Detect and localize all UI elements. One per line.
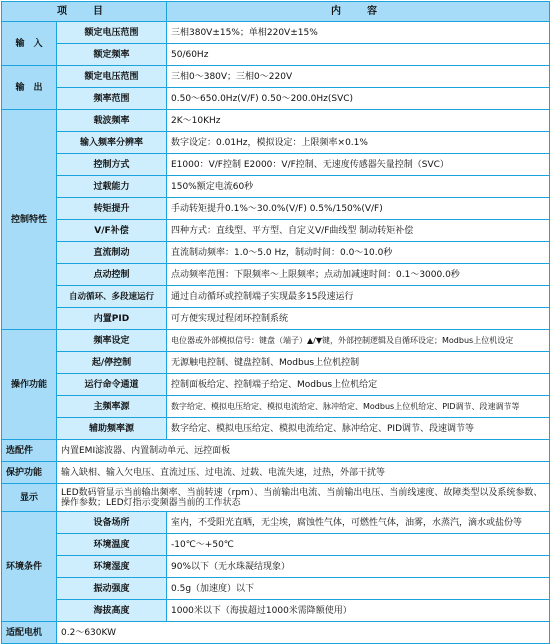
row-value: 手动转矩提升0.1%～30.0%(V/F) 0.5%/150%(V/F) [167, 198, 550, 220]
row-value: 三相0～380V；三相0～220V [167, 66, 550, 88]
category-display: 显示 [2, 484, 57, 512]
table-row [2, 622, 550, 644]
row-value: 电位器或外部模拟信号：键盘（端子）▲/▼键，外部控制逻辑及自循环设定；Modbus上位机设定 [167, 330, 550, 352]
row-value: 直流制动频率：1.0～5.0 Hz，制动时间：0.0～10.0秒 [167, 242, 550, 264]
row-label: 额定频率 [57, 44, 167, 66]
row-label: 频率范围 [57, 88, 167, 110]
table-row [2, 462, 550, 484]
row-label: 运行命令通道 [57, 374, 167, 396]
header-item: 项 目 [2, 2, 167, 22]
table-row [2, 22, 550, 44]
table-row [2, 308, 550, 330]
row-value: 控制面板给定、控制端子给定、Modbus上位机给定 [167, 374, 550, 396]
table-row [2, 418, 550, 440]
table-row [2, 286, 550, 308]
table-row [2, 484, 550, 512]
row-value: 可方便实现过程闭环控制系统 [167, 308, 550, 330]
row-value: 50/60Hz [167, 44, 550, 66]
row-value: 数字给定、模拟电压给定、模拟电流给定、脉冲给定、Modbus上位机给定、PID调节、段速调节等 [167, 396, 550, 418]
row-value: 室内，不受阳光直晒，无尘埃，腐蚀性气体，可燃性气体，油雾，水蒸汽，滴水或盐份等 [167, 512, 550, 534]
row-label: 设备场所 [57, 512, 167, 534]
row-label: 环境湿度 [57, 556, 167, 578]
table-row [2, 330, 550, 352]
row-value: 90%以下（无水珠凝结现象） [167, 556, 550, 578]
row-label: V/F补偿 [57, 220, 167, 242]
table-row [2, 132, 550, 154]
category-protection: 保护功能 [2, 462, 57, 484]
row-value: E1000：V/F控制 E2000：V/F控制、无速度传感器矢量控制（SVC） [167, 154, 550, 176]
table-row [2, 556, 550, 578]
table-row [2, 44, 550, 66]
row-value: 0.50～650.0Hz(V/F) 0.50～200.0Hz(SVC) [167, 88, 550, 110]
row-label: 控制方式 [57, 154, 167, 176]
row-value: -10℃～+50℃ [167, 534, 550, 556]
row-label: 自动循环、多段速运行 [57, 286, 167, 308]
category-motor: 适配电机 [2, 622, 57, 644]
row-value: 数字给定、模拟电压给定、模拟电流给定、脉冲给定、PID调节、段速调节等 [167, 418, 550, 440]
table-row [2, 242, 550, 264]
row-label: 主频率源 [57, 396, 167, 418]
row-label: 载波频率 [57, 110, 167, 132]
table-row [2, 220, 550, 242]
row-label: 额定电压范围 [57, 66, 167, 88]
table-row [2, 374, 550, 396]
category-control: 控制特性 [2, 110, 57, 330]
table-row [2, 578, 550, 600]
row-value: LED数码管显示当前输出频率、当前转速（rpm）、当前输出电流、当前输出电压、当前线速度、故障类型以及系统参数、操作参数；LED灯指示变频器当前的工作状态 [57, 484, 550, 512]
row-value: 点动频率范围：下限频率～上限频率；点动加减速时间：0.1～3000.0秒 [167, 264, 550, 286]
table-row [2, 88, 550, 110]
row-label: 海拔高度 [57, 600, 167, 622]
table-row [2, 396, 550, 418]
row-value: 四种方式：直线型、平方型、自定义V/F曲线型 制动转矩补偿 [167, 220, 550, 242]
row-label: 起/停控制 [57, 352, 167, 374]
table-row [2, 154, 550, 176]
row-label: 转矩提升 [57, 198, 167, 220]
table-row [2, 534, 550, 556]
table-row [2, 198, 550, 220]
category-options: 选配件 [2, 440, 57, 462]
row-value: 1000米以下（海拔超过1000米需降额使用） [167, 600, 550, 622]
row-value: 无源触电控制、键盘控制、Modbus上位机控制 [167, 352, 550, 374]
category-output: 输 出 [2, 66, 57, 110]
row-label: 环境温度 [57, 534, 167, 556]
row-label: 频率设定 [57, 330, 167, 352]
table-header-row [2, 2, 550, 22]
row-label: 振动强度 [57, 578, 167, 600]
table-row [2, 66, 550, 88]
category-environment: 环境条件 [2, 512, 57, 622]
row-value: 三相380V±15%；单相220V±15% [167, 22, 550, 44]
table-row [2, 512, 550, 534]
spec-table [1, 1, 550, 644]
table-row [2, 352, 550, 374]
row-value: 通过自动循环或控制端子实现最多15段速运行 [167, 286, 550, 308]
row-value: 输入缺相、输入欠电压、直流过压、过电流、过载、电流失速，过热，外部干扰等 [57, 462, 550, 484]
row-label: 额定电压范围 [57, 22, 167, 44]
header-content: 内 容 [167, 2, 550, 22]
table-row [2, 176, 550, 198]
row-label: 输入频率分辨率 [57, 132, 167, 154]
row-value: 150%额定电流60秒 [167, 176, 550, 198]
row-value: 0.5g（加速度）以下 [167, 578, 550, 600]
table-row [2, 440, 550, 462]
category-input: 输 入 [2, 22, 57, 66]
row-label: 内置PID [57, 308, 167, 330]
table-row [2, 600, 550, 622]
row-label: 辅助频率源 [57, 418, 167, 440]
row-value: 内置EMI滤波器、内置制动单元、远控面板 [57, 440, 550, 462]
table-row [2, 264, 550, 286]
row-label: 过载能力 [57, 176, 167, 198]
row-value: 2K～10KHz [167, 110, 550, 132]
row-value: 数字设定：0.01Hz，模拟设定：上限频率×0.1% [167, 132, 550, 154]
row-label: 直流制动 [57, 242, 167, 264]
row-value: 0.2～630KW [57, 622, 550, 644]
category-operation: 操作功能 [2, 330, 57, 440]
row-label: 点动控制 [57, 264, 167, 286]
table-row [2, 110, 550, 132]
